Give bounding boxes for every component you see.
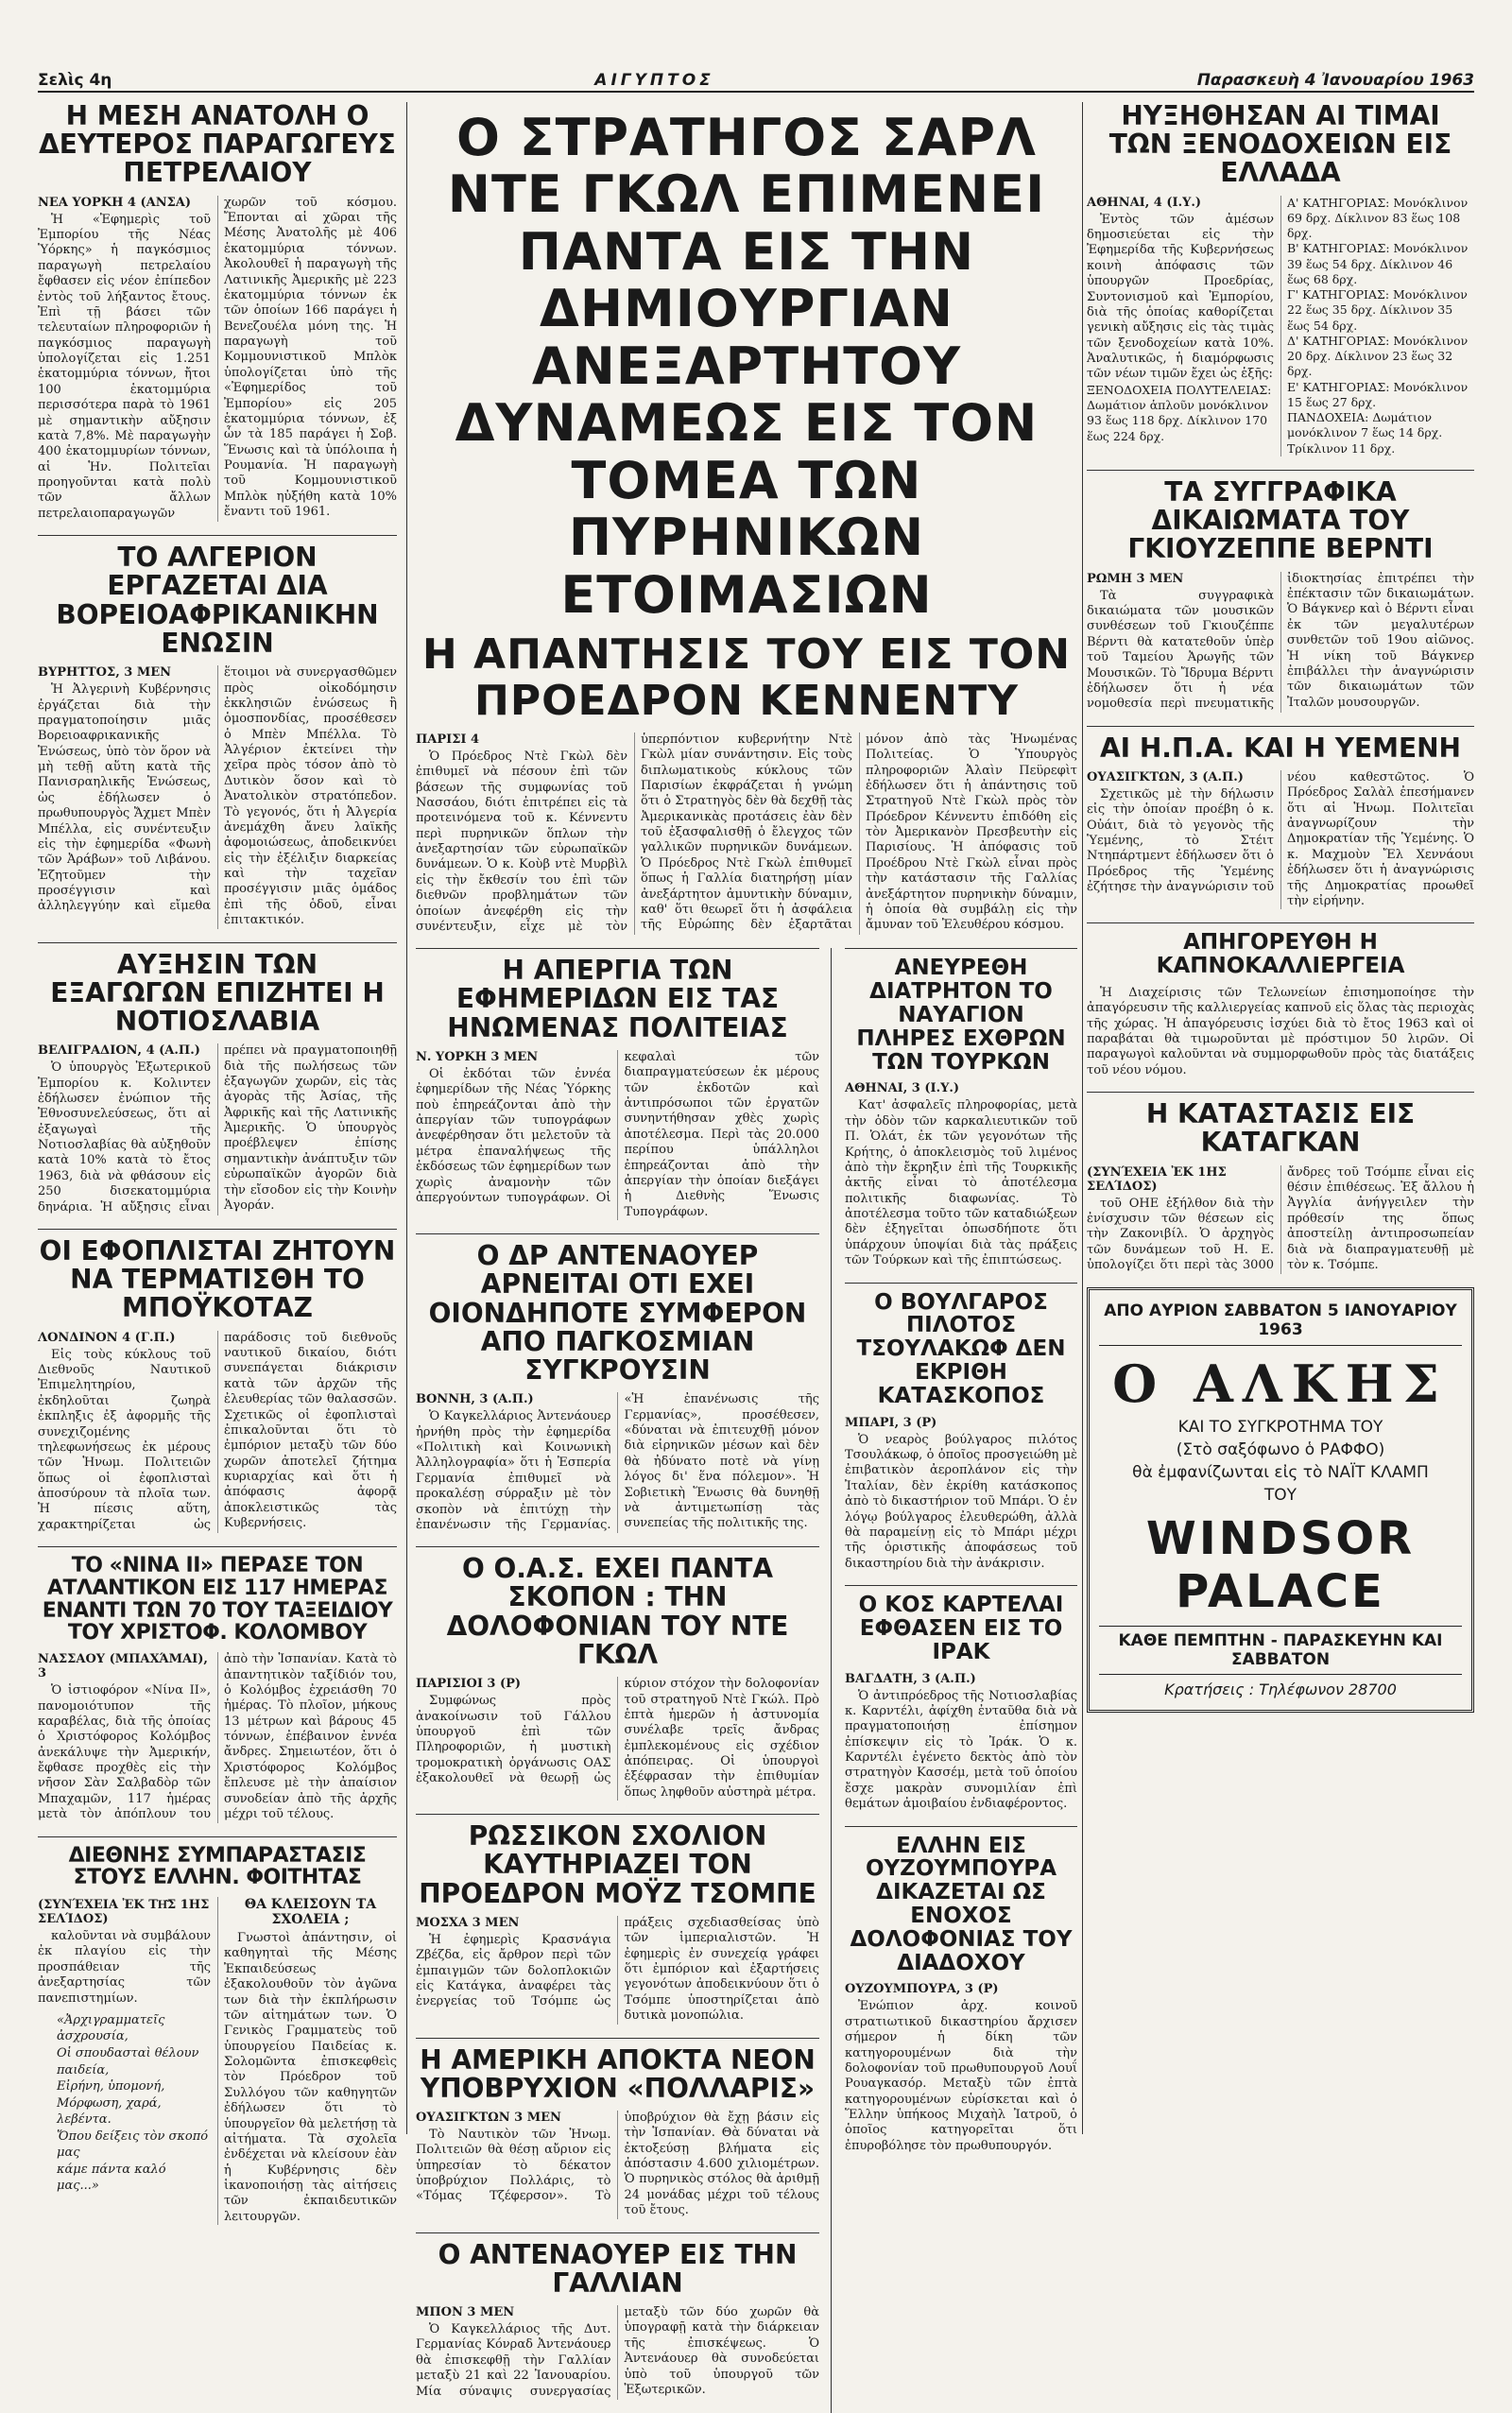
dateline: ΠΑΡΙΣΙ 4 bbox=[416, 732, 480, 747]
headline: ΟΙ ΕΦΟΠΛΙΣΤΑΙ ΖΗΤΟΥΝ ΝΑ ΤΕΡΜΑΤΙΣΘΗ ΤΟ ΜΠΟΫΚΟΤΑΖ bbox=[38, 1229, 397, 1323]
article-yemen bbox=[1087, 726, 1474, 910]
article-body: Εἰς τοὺς κύκλους τοῦ Διεθνοῦς Ναυτικοῦ Ἐπιμελητηρίου, ἐκδηλοῦται ζωηρὰ ἐκπληξις ἐξ ἀφορμῆς τῆς συνεχιζομένης τηλεφωνήσεως ἐκ μέρους τῶν Ἡνωμ. Πολιτειῶν ὅπως οἱ ἐφοπλισταὶ ἀποσύρουν τὰ πλοῖα των. Ἡ πίεσις αὕτη, χαρακτηρίζεται ὡς παράδοσις τοῦ διεθνοῦς ναυτικοῦ δικαίου, διότι συνεπάγεται διάκρισιν κατὰ τῶν ἀρχῶν τῆς ἐλευθερίας τῶν θαλασσῶν. Σχετικῶς οἱ ἐφοπλισταὶ ἐπικαλοῦνται ὅτι τὸ ἐμπόριον μεταξὺ τῶν δύο χωρῶν ἀποτελεῖ ζήτημα κυριαρχίας καὶ ὅτι ἡ ἀπόφασις ἀφορᾷ ἀποκλειστικῶς τὰς Κυβερνήσεις. bbox=[38, 1330, 397, 1532]
headline: ΑΥΞΗΣΙΝ ΤΩΝ ΕΞΑΓΩΓΩΝ ΕΠΙΖΗΤΕΙ Η ΝΟΤΙΟΣΛΑΒΙΑ bbox=[38, 942, 397, 1037]
headline: ΑΝΕΥΡΕΘΗ ΔΙΑΤΡΗΤΟΝ ΤΟ ΝΑΥΑΓΙΟΝ ΠΛΗΡΕΣ ΕΧΘΡΩΝ ΤΩΝ ΤΟΥΡΚΩΝ bbox=[845, 948, 1077, 1074]
price-line: ΠΑΝΔΟΧΕΙΑ: Δωμάτιον μονόκλινον 7 ἕως 14 δρχ. Τρίκλινον 11 δρχ. bbox=[1287, 410, 1443, 456]
dateline: ΒΑΓΔΑΤΗ, 3 (Α.Π.) bbox=[845, 1671, 976, 1686]
article-verdi bbox=[1087, 470, 1474, 713]
dateline: ΑΘΗΝΑΙ, 4 (Ι.Υ.) bbox=[1087, 195, 1202, 210]
headline: ΔΙΕΘΝΗΣ ΣΥΜΠΑΡΑΣΤΑΣΙΣ ΣΤΟΥΣ ΕΛΛΗΝ. ΦΟΙΤΗΤΑΣ bbox=[38, 1836, 397, 1890]
article-body: Τὰ συγγραφικὰ δικαιώματα τῶν μουσικῶν συνθέσεων τοῦ Γκιουζέππε Βέρντι θὰ κατατεθοῦν ὑπὲρ τοῦ Ταμείου Ἀρωγῆς τῶν Μουσικῶν. Τὸ Ἴδρυμα Βέρντι ἐδήλωσεν ὅτι ἡ νέα νομοθεσία περὶ πνευματικῆς ἰδιοκτησίας ἐπιτρέπει τὴν ἐπέκτασιν τῶν δικαιωμάτων. Ὁ Βάγκνερ καὶ ὁ Βέρντι εἶναι ἐκ τῶν μεγαλυτέρων συνθετῶν τοῦ 19ου αἰῶνος. Ἡ νίκη τοῦ Βάγκνερ ἐπιβάλλει τὴν ἀναγνώρισιν τῶν δικαιωμάτων τῶν Ἰταλῶν μουσουργῶν. bbox=[1087, 571, 1474, 712]
headline: Ο Ο.Α.Σ. ΕΧΕΙ ΠΑΝΤΑ ΣΚΟΠΟΝ : ΤΗΝ ΔΟΛΟΦΟΝΙΑΝ ΤΟΥ ΝΤΕ ΓΚΩΛ bbox=[416, 1546, 819, 1669]
article-body: Συμφώνως πρὸς ἀνακοίνωσιν τοῦ Γάλλου ὑπουργοῦ ἐπὶ τῶν Πληροφοριῶν, ἡ μυστικὴ τρομοκρατικὴ ὀργάνωσις ΟΑΣ ἐξακολουθεῖ νὰ θεωρῇ ὡς κύριον στόχον τὴν δολοφονίαν τοῦ στρατηγοῦ Ντὲ Γκώλ. Πρὸ ἑπτὰ ἡμερῶν ἡ ἀστυνομία συνέλαβε τρεῖς ἄνδρας ἐμπλεκομένους εἰς σχέδιον ἀπόπειρας. Οἱ ὑπουργοὶ ἐξέφρασαν τὴν ἐπιθυμίαν ὅπως ληφθοῦν αὐστηρὰ μέτρα. bbox=[416, 1677, 819, 1800]
article-polaris bbox=[416, 2038, 819, 2219]
dateline: ΡΩΜΗ 3 ΜΕΝ bbox=[1087, 571, 1184, 586]
article-body: Ἐντὸς τῶν ἀμέσων δημοσιεύεται εἰς τὴν Ἐφημερίδα τῆς Κυβερνήσεως κοινὴ ἀπόφασις τῶν ὑπουργῶν Προεδρίας, Συντονισμοῦ καὶ Ἐμπορίου, διὰ τῆς ὁποίας καθορίζεται γενικὴ αὔξησις εἰς τὰς τιμὰς τῶν ξενοδοχείων κατὰ 10%. Ἀναλυτικῶς, ἡ διαμόρφωσις τῶν νέων τιμῶν ἔχει ὡς ἑξῆς: bbox=[1087, 212, 1274, 382]
headline: ΡΩΣΣΙΚΟΝ ΣΧΟΛΙΟΝ ΚΑΥΤΗΡΙΑΖΕΙ ΤΟΝ ΠΡΟΕΔΡΟΝ ΜΟΫΖ ΤΣΟΜΠΕ bbox=[416, 1814, 819, 1908]
headline: ΑΙ Η.Π.Α. ΚΑΙ Η ΥΕΜΕΝΗ bbox=[1087, 726, 1474, 763]
article-students bbox=[38, 1836, 397, 2226]
price-line: Β' ΚΑΤΗΓΟΡΙΑΣ: Μονόκλινον 39 ἕως 54 δρχ. Δίκλινον 46 ἕως 68 δρχ. bbox=[1287, 241, 1469, 286]
column-rule bbox=[406, 102, 407, 2134]
article-body: καλοῦνται νὰ συμβάλουν ἐκ πλαγίου εἰς τὴν προσπάθειαν τῆς ἀνεξαρτησίας τῶν πανεπιστημίων. bbox=[38, 1929, 211, 2006]
dateline: ΟΥΑΣΙΓΚΤΩΝ, 3 (Α.Π.) bbox=[1087, 769, 1244, 784]
price-line: Δ' ΚΑΤΗΓΟΡΙΑΣ: Μονόκλινον 20 δρχ. Δίκλινον 23 ἕως 32 δρχ. bbox=[1287, 333, 1469, 379]
headline: Η ΑΠΕΡΓΙΑ ΤΩΝ ΕΦΗΜΕΡΙΔΩΝ ΕΙΣ ΤΑΣ ΗΝΩΜΕΝΑΣ ΠΟΛΙΤΕΙΑΣ bbox=[416, 948, 819, 1043]
article-wreck bbox=[845, 948, 1077, 1268]
article-body: Ἡ Ἀλγερινὴ Κυβέρνησις ἐργάζεται διὰ τὴν πραγματοποίησιν μιᾶς Βορειοαφρικανικῆς Ἑνώσεως, ὑπὸ τὸν ὅρον νὰ μὴ τεθῇ αὕτη κατὰ τῆς Πανισραηλικῆς Ἑνώσεως, ὡς ἐδήλωσεν ὁ πρωθυπουργὸς Ἄχμετ Μπὲν Μπέλλα, εἰς συνέντευξιν εἰς τὴν ἐφημερίδα «Φωνὴ τῶν Ἀράβων» τοῦ Λιβάνου. Ἐζητοῦμεν τὴν προσέγγισιν καὶ ἀλληλεγγύην καὶ εἴμεθα ἕτοιμοι νὰ συνεργασθῶμεν πρὸς οἰκοδόμησιν ἐκκλησιῶν ἐνώσεως ἢ ὁμοσπονδίας, προσέθεσεν ὁ Μπὲν Μπέλλα. Τὸ Ἀλγέριον ἐκτείνει τὴν χεῖρα πρὸς τόσον ἀπὸ τὸ Δυτικὸν ὅσον καὶ τὸ Ἀνατολικὸν στρατόπεδον. Τὸ γεγονός, ὅτι ἡ Ἀλγερία ἀνεμάχθη ἄνευ λαϊκῆς ἀφομοιώσεως, ἀποδεικνύει εἰς τὴν ἐξέλιξιν διαρκείας καὶ τὴν ταχεῖαν προσέγγισιν μιᾶς ὁμάδος ἐπὶ τῆς ὁδοῦ, εἶναι ἐπιτακτικόν. bbox=[38, 665, 397, 928]
article-body: Ὁ ἱστιοφόρον «Νίνα ΙΙ», πανομοιότυπον τῆς καραβέλας, διὰ τῆς ὁποίας ὁ Χριστόφορος Κολόμβος ἀνεκάλυψε τὴν Ἀμερικήν, ἔφθασε προχθὲς εἰς τὴν νῆσον Σὰν Σαλβαδὸρ τῶν Μπαχαμῶν, 117 ἡμέρας μετὰ τὸν ἀπόπλουν του ἀπὸ τὴν Ἱσπανίαν. Κατὰ τὸ ἀπαντητικὸν ταξίδιόν του, ὁ Κολόμβος ἐχρειάσθη 70 ἡμέρας. Τὸ πλοῖον, μήκους 13 μέτρων καὶ βάρους 45 τόννων, ἐπέβαινον ἐννέα ἄνδρες. Σημειωτέον, ὅτι ὁ Χριστόφορος Κολόμβος ἔπλευσε μὲ τὴν ἀπαίσιον συνοδείαν ἀπὸ τῆς ἀρχῆς μέχρι τοῦ τέλους. bbox=[38, 1652, 397, 1822]
headline: Η ΚΑΤΑΣΤΑΣΙΣ ΕΙΣ ΚΑΤΑΓΚΑΝ bbox=[1087, 1092, 1474, 1157]
article-body: τοῦ ΟΗΕ ἐξήλθον διὰ τὴν ἐνίσχυσιν τῶν θέσεων εἰς τὴν Ζακονιβίλ. Ὁ ἀρχηγὸς τῶν δυνάμεων τοῦ Η. Ε. ὑπολογίζει ὅτι περὶ τὰς 3000 ἄνδρες τοῦ Τσόμπε εἶναι εἰς θέσιν ἐπιθέσεως. Ἐξ ἄλλου ἡ Ἀγγλία ἀνήγγειλεν τὴν πρόθεσίν της ὅπως ἀποστείλῃ ἀντιπροσωπείαν διὰ νὰ διαπραγματευθῇ μὲ τὸν κ. Τσόμπε. bbox=[1087, 1164, 1474, 1273]
dateline: (ΣΥΝΈΧΕΙΑ ἘΚ 1ΗΣ ΣΕΛΊΔΟΣ) bbox=[1087, 1164, 1227, 1194]
article-strike bbox=[416, 948, 819, 1220]
masthead bbox=[38, 70, 1474, 93]
verse-quote: «Ἀρχιγραμματεῖς ἀσχρουσία, Οἱ σπουδασταὶ θέλουν παιδεία, Εἰρήνη, ὑπομονή, Μόρφωση, χαρά, λεβέντα. Ὅπου δείξεις τὸν σκοπό μας κάμε πάντα καλό μας...» bbox=[57, 2012, 209, 2194]
dateline: ΜΠΑΡΙ, 3 (Ρ) bbox=[845, 1415, 937, 1430]
column-center bbox=[416, 102, 1077, 2399]
article-pilot bbox=[845, 1283, 1077, 1573]
column-right bbox=[1087, 102, 1474, 2134]
dateline: ΝΕΑ ΥΟΡΚΗ 4 (ΑΝΣΑ) bbox=[38, 195, 192, 210]
article-adenauer bbox=[416, 1233, 819, 1533]
article-body: Ὁ Καγκελλάριος τῆς Δυτ. Γερμανίας Κόνραδ Ἀντενάουερ θὰ ἐπισκεφθῇ τὴν Γαλλίαν μεταξὺ 21 καὶ 22 Ἰανουαρίου. Μία σύναψις συνεργασίας μεταξὺ τῶν δύο χωρῶν θὰ ὑπογραφῇ κατὰ τὴν διάρκειαν τῆς ἐπισκέψεως. Ὁ Ἀντενάουερ θὰ συνοδεύεται ὑπὸ τοῦ ὑπουργοῦ τῶν Ἐξωτερικῶν. bbox=[416, 2305, 819, 2399]
article-body: Κατ' ἀσφαλεῖς πληροφορίας, μετὰ τὴν ὁδὸν τῶν καρκαλιευτικῶν τοῦ Π. Ὁλάτ, ἐκ τῶν γεγονότων τῆς Κρήτης, ὁ ἀποκλεισμὸς τοῦ λιμένος ἀπὸ τὴν ἔκρηξιν ἐπὶ τῆς Τουρκικῆς ἀκτῆς εἶναι τὸ ἀποτέλεσμα πολιτικῆς διαφωνίας. Τὸ ἀποτέλεσμα τοῦτο τῶν καταδιώξεων δὲν ἐξηγεῖται ὁπωσδήποτε ὅτι ὑπάρχουν ὑποψίαι διὰ τὰς πράξεις τῶν Τούρκων καὶ τῆς ἐπιπτώσεως. bbox=[845, 1098, 1077, 1268]
ad-days: ΚΑΘΕ ΠΕΜΠΤΗΝ - ΠΑΡΑΣΚΕΥΗΝ ΚΑΙ ΣΑΒΒΑΤΟΝ bbox=[1099, 1626, 1462, 1675]
article-body: Ἡ «Ἐφημερὶς τοῦ Ἐμπορίου τῆς Νέας Ὑόρκης» ἡ παγκόσμιος παραγωγὴ πετρελαίου ἔφθασεν εἰς νέον ἐπίπεδον ἐντὸς τοῦ λήξαντος ἔτους. Ἐπὶ τῇ βάσει τῶν τελευταίων πληροφοριῶν ἡ παγκόσμιος παραγωγὴ ὑπολογίζεται εἰς 1.251 ἑκατομμύρια τόννων, ἤτοι 100 ἑκατομμύρια περισσότερα παρὰ τὸ 1961 μὲ σημαντικὴν αὔξησιν κατὰ 7,8%. Μὲ παραγωγὴν 400 ἑκατομμυρίων τόννων, αἱ Ἡν. Πολιτεῖαι προηγοῦνται κατὰ πολὺ τῶν ἄλλων πετρελαιοπαραγωγῶν χωρῶν τοῦ κόσμου. Ἔπονται αἱ χῶραι τῆς Μέσης Ἀνατολῆς μὲ 406 ἑκατομμύρια τόννων. Ἀκολουθεῖ ἡ παραγωγὴ τῆς Λατινικῆς Ἀμερικῆς μὲ 223 ἑκατομμύρια τόννων ἐκ τῶν ὁποίων 166 παράγει ἡ Βενεζουέλα μόνη της. Ἡ παραγωγὴ τοῦ Κομμουνιστικοῦ Μπλὸκ ὑπολογίζεται ὑπὸ τῆς «Ἐφημερίδος τοῦ Ἐμπορίου» εἰς 205 ἑκατομμύρια τόννων, ἐξ ὧν τὰ 185 παράγει ἡ Σοβ. Ἕνωσις καὶ τὰ ὑπόλοιπα ἡ Ρουμανία. Ἡ παραγωγὴ τοῦ Κομμουνιστικοῦ Μπλὸκ ηὐξήθη κατὰ 10% ἔναντι τοῦ 1961. bbox=[38, 195, 397, 521]
newspaper-name: ΑΙΓΥΠΤΟΣ bbox=[594, 71, 714, 90]
article-body: Ἡ Διαχείρισις τῶν Τελωνείων ἐπισημοποίησε τὴν ἀπαγόρευσιν τῆς καλλιεργείας καπνοῦ εἰς ὅλας τὰς περιοχὰς τῆς χώρας. Ἡ ἀπαγόρευσις ἰσχύει διὰ τὸ ἔτος 1963 καὶ οἱ παραβάται θὰ τιμωροῦνται μὲ πρόστιμον 50 λιρῶν. Οἱ παραγωγοὶ καλοῦνται νὰ συμμορφωθοῦν πρὸς τὰς διατάξεις τοῦ νέου νόμου. bbox=[1087, 985, 1474, 1077]
article-body: Γνωστοὶ ἀπάντησιν, οἱ καθηγηταὶ τῆς Μέσης Ἐκπαιδεύσεως ἐξακολουθοῦν τὸν ἀγῶνα των διὰ τὴν ἐκπλήρωσιν τῶν αἰτημάτων των. Ὁ Γενικὸς Γραμματεὺς τοῦ ὑπουργείου Παιδείας κ. Σολομῶντα ἐπισκεφθεὶς τὸν Πρόεδρον τοῦ Συλλόγου τῶν καθηγητῶν ἐδήλωσεν ὅτι τὸ ὑπουργεῖον θὰ μελετήσῃ τὰ αἰτήματα. Τὰ σχολεῖα ἐνδέχεται νὰ κλείσουν ἐὰν ἡ Κυβέρνησις δὲν ἱκανοποιήσῃ τὰς αἰτήσεις τῶν ἐκπαιδευτικῶν λειτουργῶν. bbox=[224, 1931, 397, 2224]
article-tobacco bbox=[1087, 922, 1474, 1078]
headline: ΗΥΞΗΘΗΣΑΝ ΑΙ ΤΙΜΑΙ ΤΩΝ ΞΕΝΟΔΟΧΕΙΩΝ ΕΙΣ ΕΛΛΑΔΑ bbox=[1108, 100, 1452, 189]
issue-date: Παρασκευὴ 4 Ἰανουαρίου 1963 bbox=[1196, 71, 1474, 90]
dateline: ΑΘΗΝΑΙ, 3 (Ι.Υ.) bbox=[845, 1081, 960, 1096]
article-adenauer-france bbox=[416, 2232, 819, 2400]
column-left bbox=[38, 100, 397, 2224]
dateline: ΜΟΣΧΑ 3 ΜΕΝ bbox=[416, 1915, 520, 1930]
article-body: Ὁ νεαρὸς βούλγαρος πιλότος Τσουλάκωφ, ὁ ὁποῖος προσγειώθη μὲ ἐπιβατικὸν ἀεροπλάνον εἰς τὴν Ἰταλίαν, δὲν ἐκρίθη κατάσκοπος ἀπὸ τὸ δικαστήριον τοῦ Μπάρι. Ὁ ἐν λόγῳ βούλγαρος ἐλευθερώθη, ἀλλὰ θὰ παραμείνῃ εἰς τὸ Μπάρι μέχρι τῆς ὁριστικῆς ἀποφάσεως τοῦ δικαστηρίου διὰ τὴν ἀνάκρισιν. bbox=[845, 1432, 1077, 1571]
article-usumbura bbox=[845, 1826, 1077, 2155]
headline: ΕΛΛΗΝ ΕΙΣ ΟΥΖΟΥΜΠΟΥΡΑ ΔΙΚΑΖΕΤΑΙ ΩΣ ΕΝΟΧΟΣ ΔΟΛΟΦΟΝΙΑΣ ΤΟΥ ΔΙΑΔΟΧΟΥ bbox=[845, 1826, 1077, 1975]
headline: ΑΠΗΓΟΡΕΥΘΗ Η ΚΑΠΝΟΚΑΛΛΙΕΡΓΕΙΑ bbox=[1087, 922, 1474, 978]
article-hotels bbox=[1087, 102, 1474, 457]
price-line: Α' ΚΑΤΗΓΟΡΙΑΣ: Μονόκλινον 69 δρχ. Δίκλινον 83 ἕως 108 δρχ. bbox=[1287, 195, 1469, 241]
dateline: (ΣΥΝΈΧΕΙΑ ἘΚ ΤΗ͂Σ 1ΗΣ ΣΕΛΊΔΟΣ) bbox=[38, 1898, 210, 1927]
page-number: Σελὶς 4η bbox=[38, 71, 112, 90]
article-shipowners bbox=[38, 1229, 397, 1533]
ad-venue: WINDSOR PALACE bbox=[1145, 1511, 1416, 1618]
ad-performer: Ο ΑΛΚΗΣ bbox=[1112, 1353, 1449, 1414]
article-nina bbox=[38, 1546, 397, 1822]
headline: ΤΑ ΣΥΓΓΡΑΦΙΚΑ ΔΙΚΑΙΩΜΑΤΑ ΤΟΥ ΓΚΙΟΥΖΕΠΠΕ ΒΕΡΝΤΙ bbox=[1087, 470, 1474, 564]
article-tshombe bbox=[416, 1814, 819, 2024]
dateline: ΒΟΝΝΗ, 3 (Α.Π.) bbox=[416, 1392, 534, 1407]
dateline: ΠΑΡΙΣΙΟΙ 3 (Ρ) bbox=[416, 1677, 522, 1692]
center-left-stack bbox=[416, 948, 832, 2413]
article-body: Ὁ Καγκελλάριος Ἀντενάουερ ἠρνήθη πρὸς τὴν ἐφημερίδα «Πολιτικὴ καὶ Κοινωνικὴ Ἀλληλογραφία» ὅτι ἡ Ἑσπερία Γερμανία ἐπιθυμεῖ νὰ προκαλέσῃ σύρραξιν μὲ τὸν σκοπὸν νὰ ἐπιτύχῃ τὴν ἐπανένωσιν τῆς Γερμανίας. «Ἡ ἐπανένωσις τῆς Γερμανίας», προσέθεσεν, «δύναται νὰ ἐπιτευχθῇ μόνον διὰ εἰρηνικῶν μέσων καὶ δὲν θὰ ἠδύνατο ποτὲ νὰ γίνῃ λόγος δι' ἕνα πόλεμον». Ἡ Σοβιετικὴ Ἕνωσις θὰ δυνηθῇ νὰ ἀντιμετωπίσῃ τὰς συνεπείας τῆς πολιτικῆς της. bbox=[416, 1392, 819, 1532]
main-headline: Ο ΣΤΡΑΤΗΓΟΣ ΣΑΡΛ ΝΤΕ ΓΚΩΛ ΕΠΙΜΕΝΕΙ ΠΑΝΤΑ ΕΙΣ ΤΗΝ ΔΗΜΙΟΥΡΓΙΑΝ ΑΝΕΞΑΡΤΗΤΟΥ ΔΥΝΑΜΕΩΣ ΕΙΣ ΤΟΝ ΤΟΜΕΑ ΤΩΝ ΠΥΡΗΝΙΚΩΝ ΕΤΟΙΜΑΣΙΩΝ bbox=[447, 108, 1046, 625]
advertisement bbox=[1087, 1287, 1474, 1713]
column-rule bbox=[1082, 102, 1083, 2134]
ad-date: ΑΠΟ ΑΥΡΙΟΝ ΣΑΒΒΑΤΟΝ 5 ΙΑΝΟΥΑΡΙΟΥ 1963 bbox=[1099, 1301, 1462, 1346]
article-katanga bbox=[1087, 1092, 1474, 1273]
article-body: Ἐνώπιον ἀρχ. κοινοῦ στρατιωτικοῦ δικαστηρίου ἄρχισεν σήμερον ἡ δίκη τῶν κατηγορουμένων διὰ τὴν δολοφονίαν τοῦ πρωθυπουργοῦ Λουΐ Ρουαγκασόρ. Μεταξὺ τῶν ἐπτὰ κατηγορουμένων εὑρίσκεται καὶ ὁ Ἕλλην ὑπήκοος Μιχαὴλ Ἰατροῦ, ὁ ὁποῖος κατηγορεῖται ὅτι ἐπυροβόλησε τὸν πρωθυπουργόν. bbox=[845, 1999, 1077, 2153]
headline: Ο ΚΟΣ ΚΑΡΤΕΛΑΙ ΕΦΘΑΣΕΝ ΕΙΣ ΤΟ ΙΡΑΚ bbox=[845, 1585, 1077, 1663]
headline: Ο ΔΡ ΑΝΤΕΝΑΟΥΕΡ ΑΡΝΕΙΤΑΙ ΟΤΙ ΕΧΕΙ ΟΙΟΝΔΗΠΟΤΕ ΣΥΜΦΕΡΟΝ ΑΠΟ ΠΑΓΚΟΣΜΙΑΝ ΣΥΓΚΡΟΥΣΙΝ bbox=[416, 1233, 819, 1385]
headline: ΤΟ «ΝΙΝΑ ΙΙ» ΠΕΡΑΣΕ ΤΟΝ ΑΤΛΑΝΤΙΚΟΝ ΕΙΣ 117 ΗΜΕΡΑΣ ΕΝΑΝΤΙ ΤΩΝ 70 ΤΟΥ ΤΑΞΕΙΔΙΟΥ ΤΟΥ ΧΡΙΣΤΟΦ. ΚΟΛΟΜΒΟΥ bbox=[38, 1546, 397, 1645]
dateline: ΟΥΑΣΙΓΚΤΩΝ 3 ΜΕΝ bbox=[416, 2110, 561, 2125]
article-oil bbox=[38, 102, 397, 522]
main-subheadline: Η ΑΠΑΝΤΗΣΙΣ ΤΟΥ ΕΙΣ ΤΟΝ ΠΡΟΕΔΡΟΝ ΚΕΝΝΕΝΤΥ bbox=[421, 630, 1072, 726]
ad-line: (Στὸ σαξόφωνο ὁ ΡΑΦΦΟ) bbox=[1176, 1439, 1385, 1459]
headline: Ο ΒΟΥΛΓΑΡΟΣ ΠΙΛΟΤΟΣ ΤΣΟΥΛΑΚΩΦ ΔΕΝ ΕΚΡΙΘΗ ΚΑΤΑΣΚΟΠΟΣ bbox=[845, 1283, 1077, 1408]
subheading: ΘΑ ΚΛΕΙΣΟΥΝ ΤΑ ΣΧΟΛΕΙΑ ; bbox=[244, 1897, 377, 1928]
dateline: ΟΥΖΟΥΜΠΟΥΡΑ, 3 (Ρ) bbox=[845, 1982, 999, 1997]
price-line: Γ' ΚΑΤΗΓΟΡΙΑΣ: Μονόκλινον 22 ἕως 35 δρχ. Δίκλινον 35 ἕως 54 δρχ. bbox=[1287, 287, 1468, 333]
dateline: ΒΥΡΗΤΤΟΣ, 3 ΜΕΝ bbox=[38, 665, 171, 681]
dateline: Ν. ΥΟΡΚΗ 3 ΜΕΝ bbox=[416, 1049, 539, 1064]
ad-line: ΤΟΥ bbox=[1263, 1485, 1297, 1505]
article-body: Οἱ ἐκδόται τῶν ἐννέα ἐφημερίδων τῆς Νέας Ὑόρκης ποὺ ἐπηρεάζονται ἀπὸ τὴν ἀπεργίαν τῶν τυπογράφων ἀνεφέρθησαν ὅτι μελετοῦν τὰ μέτρα ἐπαναλήψεως τῆς ἐκδόσεως τῶν ἐφημερίδων των χωρὶς ἀναμονὴν τῶν ἀπεργούντων τυπογράφων. Οἱ κεφαλαὶ τῶν διαπραγματεύσεων ἐκ μέρους τῶν ἐκδοτῶν καὶ ἀντιπρόσωποι τῶν ἐργατῶν συνηντήθησαν χθὲς χωρὶς ἀποτέλεσμα. Περὶ τὰς 20.000 περίπου ὑπάλληλοι ἐπηρεάζονται ἀπὸ τὴν ἀπεργίαν τὴν ὁποίαν διεξάγει ἡ Διεθνὴς Ἕνωσις Τυπογράφων. bbox=[416, 1049, 819, 1219]
article-algeria bbox=[38, 535, 397, 928]
price-line: Ε' ΚΑΤΗΓΟΡΙΑΣ: Μονόκλινον 15 ἕως 27 δρχ. bbox=[1287, 379, 1469, 409]
dateline: ΛΟΝΔΙΝΟΝ 4 (Γ.Π.) bbox=[38, 1330, 176, 1345]
headline: ΤΟ ΑΛΓΕΡΙΟΝ ΕΡΓΑΖΕΤΑΙ ΔΙΑ ΒΟΡΕΙΟΑΦΡΙΚΑΝΙΚΗΝ ΕΝΩΣΙΝ bbox=[38, 535, 397, 658]
article-kardelj bbox=[845, 1585, 1077, 1812]
headline: Η ΜΕΣΗ ΑΝΑΤΟΛΗ Ο ΔΕΥΤΕΡΟΣ ΠΑΡΑΓΩΓΕΥΣ ΠΕΤΡΕΛΑΙΟΥ bbox=[39, 100, 396, 189]
ad-line: θὰ ἐμφανίζωνται εἰς τὸ ΝΑΪΤ ΚΛΑΜΠ bbox=[1132, 1462, 1429, 1482]
article-body: Ὁ ὑπουργὸς Ἐξωτερικοῦ Ἐμπορίου κ. Κολιντεν ἐδήλωσεν ἐνώπιον τῆς Ἐθνοσυνελεύσεως, ὅτι αἱ ἐξαγωγαὶ τῆς Νοτιοσλαβίας θὰ αὐξηθοῦν κατὰ 10% κατὰ τὸ ἔτος 1963, διὰ νὰ φθάσουν εἰς 250 δισεκατομμύρια δηνάρια. Ἡ αὔξησις εἶναι πρέπει νὰ πραγματοποιηθῇ διὰ τῆς πωλήσεως τῶν ἐξαγωγῶν χωρῶν, εἰς τὰς ἀγορὰς τῆς Ἀσίας, τῆς Ἀφρικῆς καὶ τῆς Λατινικῆς Ἀμερικῆς. Ὁ ὑπουργὸς προέβλεψεν ἐπίσης σημαντικὴν ἀνάπτυξιν τῶν εὐρωπαϊκῶν ἀγορῶν διὰ τὴν εἴσοδον εἰς τὴν Κοινὴν Ἀγοράν. bbox=[38, 1043, 397, 1215]
article-body: Τὸ Ναυτικὸν τῶν Ἡνωμ. Πολιτειῶν θὰ θέσῃ αὔριον εἰς ὑπηρεσίαν τὸ δέκατον ὑποβρύχιον Πολλάρις, τὸ «Τόμας Τζέφερσον». Τὸ ὑποβρύχιον θὰ ἔχῃ βάσιν εἰς τὴν Ἱσπανίαν. Θὰ δύναται νὰ ἐκτοξεύσῃ βλήματα εἰς ἀπόστασιν 4.600 χιλιομέτρων. Ὁ πυρηνικὸς στόλος θὰ ἀριθμῇ 24 μονάδας μέχρι τοῦ τέλους τοῦ ἔτους. bbox=[416, 2110, 819, 2218]
article-body: Ἡ ἐφημερὶς Κρασνάγια Ζβέζδα, εἰς ἄρθρον περὶ τῶν ἐμπαιγμῶν τῶν δολοπλοκιῶν εἰς Κατάγκα, ἀναφέρει τὰς ἐνεργείας τοῦ Τσόμπε ὡς πράξεις σχεδιασθείσας ὑπὸ τῶν ἱμπεριαλιστῶν. Ἡ ἐφημερὶς ἐν συνεχείᾳ γράφει ὅτι ἐμπόριον καὶ ἐξαρτήσεις γεγονότων ἀποδεικνύουν ὅτι ὁ Τσόμπε ὑποστηρίζεται ἀπὸ δυτικὰ μονοπώλια. bbox=[416, 1915, 819, 2024]
article-yugoslavia bbox=[38, 942, 397, 1215]
article-body: Ὁ ἀντιπρόεδρος τῆς Νοτιοσλαβίας κ. Καρντέλι, ἀφίχθη ἐνταῦθα διὰ νὰ πραγματοποιήσῃ ἐπίσημον ἐπίσκεψιν εἰς τὸ Ἰράκ. Ὁ κ. Καρντέλι ἐγένετο δεκτὸς ἀπὸ τὸν στρατηγὸν Κασσέμ, μετὰ τοῦ ὁποίου ἔσχε μακρὰν συνομιλίαν ἐπὶ θεμάτων ἀμοιβαίου ἐνδιαφέροντος. bbox=[845, 1688, 1077, 1812]
headline: Η ΑΜΕΡΙΚΗ ΑΠΟΚΤΑ ΝΕΟΝ ΥΠΟΒΡΥΧΙΟΝ «ΠΟΛΛΑΡΙΣ» bbox=[416, 2038, 819, 2103]
ad-reservations: Κρατήσεις : Τηλέφωνον 28700 bbox=[1164, 1680, 1397, 1698]
ad-line: ΚΑΙ ΤΟ ΣΥΓΚΡΟΤΗΜΑ ΤΟΥ bbox=[1177, 1417, 1383, 1437]
price-line: ΞΕΝΟΔΟΧΕΙΑ ΠΟΛΥΤΕΛΕΙΑΣ: Δωμάτιον ἁπλοῦν μονόκλινον 93 ἕως 118 δρχ. Δίκλινον 170 ἕως 224 δρχ. bbox=[1087, 382, 1272, 443]
dateline: ΒΕΛΙΓΡΑΔΙΟΝ, 4 (Α.Π.) bbox=[38, 1043, 200, 1059]
article-de-gaulle bbox=[416, 102, 1077, 935]
headline: Ο ΑΝΤΕΝΑΟΥΕΡ ΕΙΣ ΤΗΝ ΓΑΛΛΙΑΝ bbox=[416, 2232, 819, 2298]
center-right-stack bbox=[845, 948, 1077, 2413]
article-body: Ὁ Πρόεδρος Ντὲ Γκὼλ δὲν ἐπιθυμεῖ νὰ πέσουν ἐπὶ τῶν βάσεων τῆς συμφωνίας τοῦ Νασσάου, διότι ἐπιτρέπει εἰς τὰ προτεινόμενα τοῦ κ. Κέννεντυ περὶ πυρηνικῶν ὅπλων τὴν ἀνεξαρτησίαν τῶν εὐρωπαϊκῶν δυνάμεων. Ὁ κ. Κοὺβ ντὲ Μυρβὶλ εἰς τὴν ἔκθεσίν του ἐπὶ τῶν διεθνῶν προβλημάτων τῶν ὁποίων ἀνεφέρθη εἰς τὴν συνέντευξιν, εἶχε μὲ τὸν ὑπερπόντιον κυβερνήτην Ντὲ Γκὼλ μίαν συνάντησιν. Εἰς τοὺς διπλωματικοὺς κύκλους τῶν Παρισίων ἐκφράζεται ἡ γνώμη ὅτι ὁ Στρατηγὸς δὲν θὰ δεχθῇ τὰς Ἀμερικανικὰς προτάσεις ἐὰν δὲν τοῦ ἐξασφαλισθῇ ὁ ἔλεγχος τῶν γαλλικῶν πυρηνικῶν δυνάμεων. Ὁ Πρόεδρος Ντὲ Γκὼλ ἐπιθυμεῖ ὅπως ἡ Γαλλία διατηρήσῃ μίαν ἀνεξάρτητον ἀμυντικὴν δύναμιν, καθ' ὅτι θεωρεῖ ὅτι ἡ ἀσφάλεια τῆς Εὐρώπης δὲν ἐξαρτᾶται μόνον ἀπὸ τὰς Ἡνωμένας Πολιτείας. Ὁ Ὑπουργὸς πληροφοριῶν Ἀλαὶν Πεϋρεφὶτ ἐδήλωσεν ὅτι ἡ ἀπάντησις τοῦ Στρατηγοῦ Ντὲ Γκὼλ πρὸς τὸν Πρόεδρον Κέννεντυ ἐπιδόθη εἰς τὸν Ἀμερικανὸν Πρεσβευτὴν εἰς Παρισίους. Ἡ ἀπόφασις τοῦ Προέδρου Ντὲ Γκὼλ εἶναι πρὸς τὴν κατάστασιν τῆς Γαλλίας ἀνεξάρτητον πυρηνικὴν δύναμιν, ἡ ὁποία θὰ συμβάλῃ εἰς τὴν ἄμυναν τοῦ Ἐλευθέρου κόσμου. bbox=[416, 732, 1077, 934]
dateline: ΝΑΣΣΑΟΥ (ΜΠΑΧΆΜΑΙ), 3 bbox=[38, 1652, 208, 1681]
article-body: Σχετικῶς μὲ τὴν δήλωσιν εἰς τὴν ὁποίαν προέβη ὁ κ. Οὐάιτ, διὰ τὸ γεγονὸς τῆς Ὑεμένης, τὸ Στέιτ Ντηπάρτμεντ ἐδήλωσεν ὅτι ὁ Πρόεδρος τῆς Ὑεμένης ἐζήτησε τὴν ἀναγνώρισιν τοῦ νέου καθεστῶτος. Ὁ Πρόεδρος Σαλὰλ ἐπεσήμανεν ὅτι αἱ Ἡνωμ. Πολιτεῖαι ἀναγνωρίζουν τὴν Δημοκρατίαν τῆς Ὑεμένης. Ὁ κ. Μαχμοὺν Ἔλ Χεννάουι ἐδήλωσεν ὅτι ἡ ἀναγνώρισις τῆς Δημοκρατίας προωθεῖ τὴν εἰρήνην. bbox=[1087, 769, 1474, 908]
dateline: ΜΠΟΝ 3 ΜΕΝ bbox=[416, 2305, 515, 2320]
article-oas bbox=[416, 1546, 819, 1801]
